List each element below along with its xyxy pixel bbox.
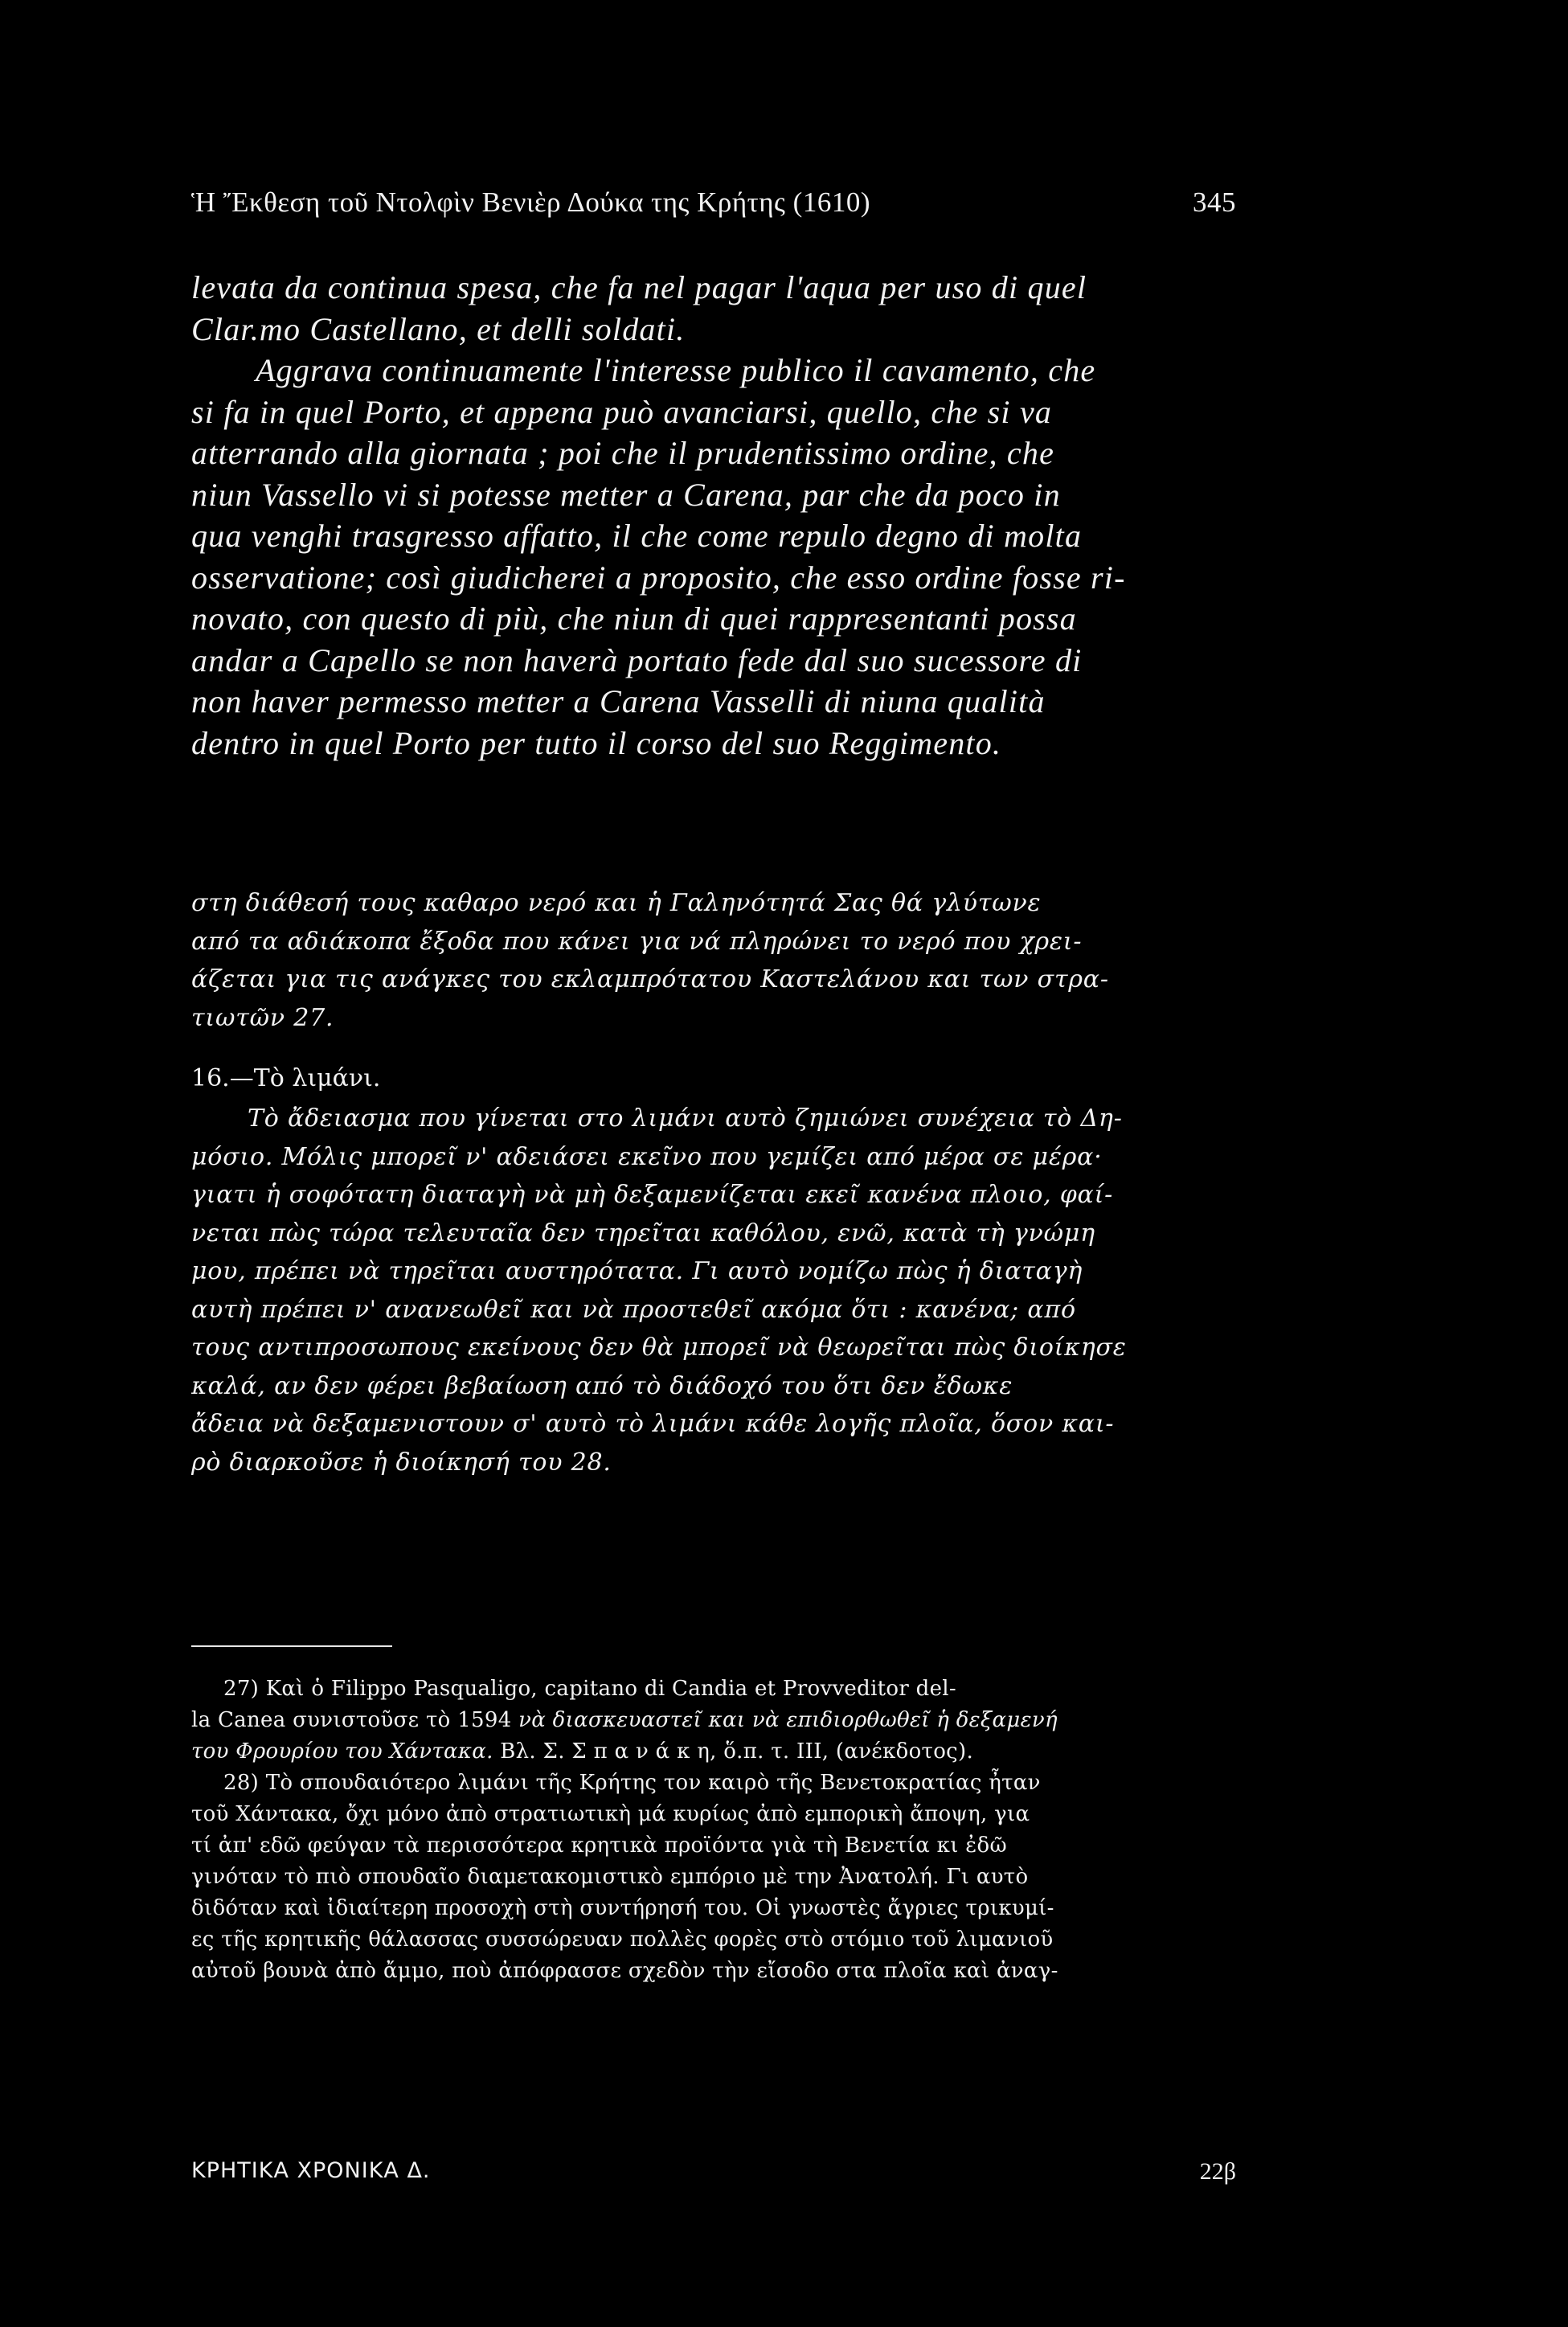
footnote-line <box>191 1862 1236 1893</box>
text-line: στη διάθεσή τους καθαρο νερό και ἡ Γαληνότητά Σας θά γλύτωνε <box>191 889 1042 917</box>
footnote-line <box>191 1830 1236 1862</box>
text-line: niun Vassello vi si potesse metter a Carena, par che da poco in <box>191 476 1061 513</box>
footnote-line <box>191 1799 1236 1830</box>
greek-translation-part-2 <box>191 1100 1236 1481</box>
text-line: ἄδεια νὰ δεξαμενιστουν σ' αυτὸ τὸ λιμάνι κάθε λογῆς πλοῖα, ὅσον και- <box>191 1410 1115 1438</box>
footnote-text-run: νὰ διασκευαστεῖ και νὰ επιδιορθωθεῖ ἡ δεξαμενή <box>518 1708 1058 1732</box>
text-line: novato, con questo di più, che niun di quei rappresentanti possa <box>191 600 1077 637</box>
text-line: osservatione; così giudicherei a proposito, che esso ordine fosse ri- <box>191 559 1126 596</box>
footnote-line <box>191 1705 1236 1736</box>
text-line: levata da continua spesa, che fa nel pagar l'aqua per uso di quel <box>191 269 1087 305</box>
text-line: atterrando alla giornata ; poi che il prudentissimo ordine, che <box>191 435 1055 471</box>
footnote-text-run: la Canea συνιστοῦσε τὸ 1594 <box>191 1708 519 1732</box>
text-line: τους αντιπροσωπους εκείνους δεν θὰ μπορεῖ νὰ θεωρεῖται πὼς διοίκησε <box>191 1334 1127 1362</box>
footnote-text-run: γινόταν τὸ πιὸ σπουδαῖο διαμετακομιστικὸ εμπόριο μὲ την Ἀνατολή. Γι αυτὸ <box>191 1865 1029 1889</box>
text-line: καλά, αν δεν φέρει βεβαίωση από τὸ διάδοχό του ὅτι δεν ἔδωκε <box>191 1371 1013 1400</box>
footnote-line <box>191 1924 1236 1956</box>
text-line: dentro in quel Porto per tutto il corso del suo Reggimento. <box>191 724 1002 761</box>
footnote-separator <box>191 1645 392 1647</box>
footnote-text-run: τοῦ Χάντακα, ὄχι μόνο ἀπὸ στρατιωτικὴ μά κυρίως ἀπὸ εμπορικὴ ἄποψη, για <box>191 1802 1030 1826</box>
footnote-line <box>191 1956 1236 1987</box>
footnote-text-run: διδόταν καὶ ἰδιαίτερη προσοχὴ στὴ συντήρησή του. Οἱ γνωστὲς ἄγριες τρικυμί- <box>191 1896 1054 1920</box>
text-line: άζεται για τις ανάγκες του εκλαμπρότατου Καστελάνου και των στρα- <box>191 965 1109 993</box>
page-number: 345 <box>1193 186 1236 218</box>
text-line: Τὸ ἄδειασμα που γίνεται στο λιμάνι αυτὸ ζημιώνει συνέχεια τὸ Δη- <box>248 1104 1123 1133</box>
text-line: si fa in quel Porto, et appena può avanciarsi, quello, che si va <box>191 393 1053 430</box>
footnote-text-run: αὐτοῦ βουνὰ ἀπὸ ἄμμο, ποὺ ἀπόφρασσε σχεδὸν τὴν εἴσοδο στα πλοῖα καὶ ἀναγ- <box>191 1959 1058 1983</box>
footnote-line <box>191 1736 1236 1768</box>
journal-signature: ΚΡΗΤΙΚΑ ΧΡΟΝΙΚΑ Δ. <box>191 2158 431 2183</box>
greek-translation-part-1 <box>191 884 1236 1037</box>
text-line: από τα αδιάκοπα ἔξοδα που κάνει για νά πληρώνει το νερό που χρει- <box>191 927 1083 956</box>
sheet-number: 22β <box>1199 2158 1236 2185</box>
text-line: τιωτῶν 27. <box>191 1003 334 1032</box>
footnote-text-run: 28) Τὸ σπουδαιότερο λιμάνι τῆς Κρήτης τον καιρὸ τῆς Βενετοκρατίας ἦταν <box>223 1771 1041 1795</box>
footnotes <box>191 1674 1236 1987</box>
footnote-text-run: του Φρουρίου του Χάντακα. <box>191 1739 493 1764</box>
text-line: andar a Capello se non haverà portato fede dal suo sucessore di <box>191 641 1083 678</box>
footnote-text-run: ες τῆς κρητικῆς θάλασσας συσσώρευαν πολλὲς φορὲς στὸ στόμιο τοῦ λιμανιοῦ <box>191 1928 1054 1952</box>
section-label: 16.—Τὸ λιμάνι. <box>191 1064 381 1092</box>
page-footer <box>191 2158 1236 2198</box>
text-line: αυτὴ πρέπει ν' ανανεωθεῖ και νὰ προστεθεῖ ακόμα ὅτι : κανένα; από <box>191 1295 1076 1324</box>
text-line: μου, πρέπει νὰ τηρεῖται αυστηρότατα. Γι αυτὸ νομίζω πὼς ἡ διαταγὴ <box>191 1257 1083 1285</box>
italian-quotation <box>191 267 1236 764</box>
text-line: qua venghi trasgresso affatto, il che come repulo degno di molta <box>191 518 1083 554</box>
section-heading <box>191 1059 1236 1098</box>
text-line: Aggrava continuamente l'interesse publico il cavamento, che <box>256 352 1096 388</box>
text-line: νεται πὼς τώρα τελευταῖα δεν τηρεῖται καθόλου, ενῶ, κατὰ τὴ γνώμη <box>191 1219 1095 1247</box>
running-title: Ἡ Ἔκθεση τοῦ Ντολφὶν Βενιὲρ Δούκα της Κρήτης (1610) <box>191 186 870 218</box>
text-line: γιατι ἡ σοφότατη διαταγὴ νὰ μὴ δεξαμενίζεται εκεῖ κανένα πλοιο, φαί- <box>191 1181 1114 1209</box>
footnote-text-run: Βλ. Σ. Σ π α ν ά κ η, ὅ.π. τ. III, (ανέκδοτος). <box>493 1739 974 1764</box>
footnote-text-run: τί ἀπ' εδῶ φεύγαν τὰ περισσότερα κρητικὰ προϊόντα γιὰ τὴ Βενετία κι ἐδῶ <box>191 1833 1007 1858</box>
footnote-line <box>191 1768 1236 1799</box>
text-line: non haver permesso metter a Carena Vasselli di niuna qualità <box>191 683 1046 719</box>
footnote-line <box>191 1893 1236 1924</box>
text-line: Clar.mo Castellano, et delli soldati. <box>191 310 686 347</box>
text-line: μόσιο. Μόλις μπορεῖ ν' αδειάσει εκεῖνο που γεμίζει από μέρα σε μέρα· <box>191 1142 1103 1171</box>
footnote-text-run: 27) Καὶ ὁ Filippo Pasqualigo, capitano di Candia et Provveditor del- <box>223 1677 957 1701</box>
footnote-line <box>191 1674 1236 1705</box>
running-header <box>191 186 1236 235</box>
footnote-2 <box>191 1768 1236 1987</box>
footnote-1 <box>191 1674 1236 1768</box>
text-line: ρὸ διαρκοῦσε ἡ διοίκησή του 28. <box>191 1448 612 1477</box>
